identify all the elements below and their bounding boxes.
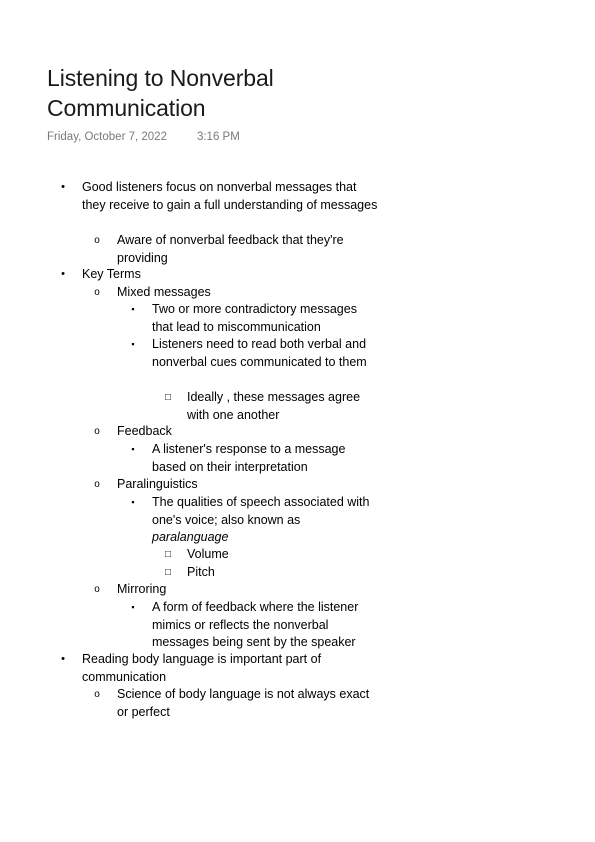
bullet-icon: •	[61, 653, 65, 665]
note-time: 3:16 PM	[196, 131, 240, 143]
bullet-icon: o	[94, 584, 100, 595]
list-item-text	[152, 494, 378, 547]
list-item-text: Aware of nonverbal feedback that they're providing	[117, 233, 344, 265]
list-item-text: Mixed messages	[117, 285, 211, 299]
list-item-text: Pitch	[187, 565, 215, 579]
list-item-text: Paralinguistics	[117, 477, 198, 491]
bullet-icon: •	[61, 268, 65, 280]
list-item-text: Good listeners focus on nonverbal messages that they receive to gain a full understanding of messages	[82, 180, 378, 212]
bullet-icon: o	[94, 287, 100, 298]
bullet-icon: ▪	[131, 339, 135, 349]
bullet-icon: □	[164, 567, 172, 578]
bullet-icon: ▪	[131, 602, 135, 612]
page-title: Listening to Nonverbal Communication	[47, 65, 274, 121]
bullet-icon: o	[94, 479, 100, 490]
list-item-text: Feedback	[117, 424, 172, 438]
bullet-icon: o	[94, 426, 100, 437]
list-item-text: Key Terms	[82, 267, 141, 281]
list-item-text: Ideally , these messages agree with one another	[187, 390, 361, 422]
list-item-text: Volume	[187, 547, 229, 561]
emphasized-term: paralanguage	[152, 530, 229, 545]
bullet-icon: □	[164, 392, 172, 403]
bullet-icon: ▪	[131, 497, 135, 507]
list-item-text: Mirroring	[117, 582, 167, 596]
bullet-icon: ▪	[131, 444, 135, 454]
list-item-text: A form of feedback where the listener mimics or reflects the nonverbal messages being sent by the speaker	[152, 600, 359, 650]
definition-text: The qualities of speech associated with one's voice; also known as	[152, 495, 370, 527]
list-item-text: Science of body language is not always exact or perfect	[117, 687, 370, 719]
list-item-text: Reading body language is important part of communication	[82, 652, 322, 684]
bullet-icon: o	[94, 689, 100, 700]
list-item-text: A listener's response to a message based on their interpretation	[152, 442, 346, 474]
note-date: Friday, October 7, 2022	[47, 131, 167, 143]
bullet-icon: ▪	[131, 304, 135, 314]
outline-notes	[0, 179, 595, 719]
bullet-icon: □	[164, 549, 172, 560]
list-item-text: Two or more contradictory messages that lead to miscommunication	[152, 302, 357, 334]
note-timestamp	[47, 129, 240, 145]
bullet-icon: •	[61, 181, 65, 193]
list-item-text: Listeners need to read both verbal and nonverbal cues communicated to them	[152, 337, 367, 369]
bullet-icon: o	[94, 235, 100, 246]
